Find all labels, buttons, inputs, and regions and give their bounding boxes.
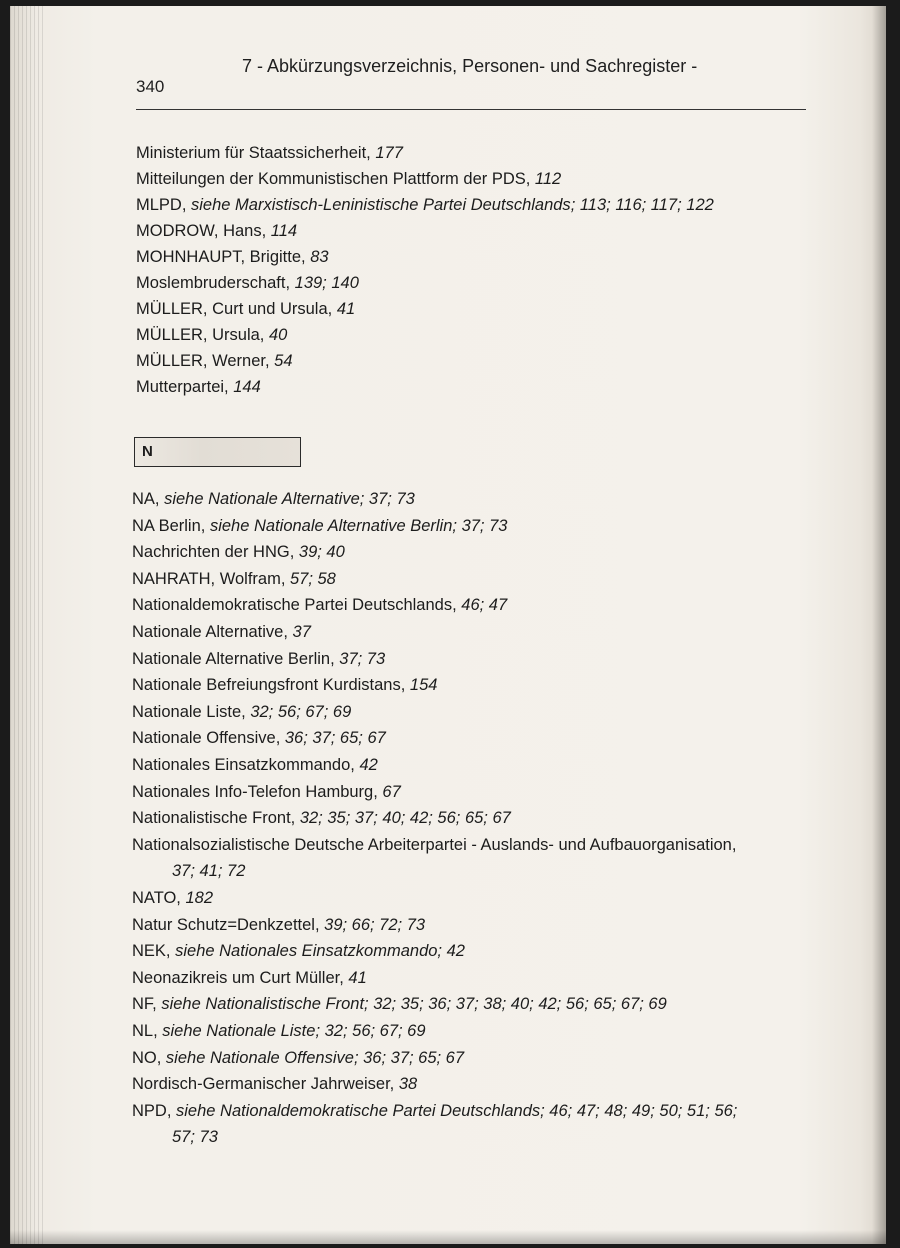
index-entry [132,489,415,509]
index-entry [136,247,329,267]
index-entry [172,861,245,881]
index-entry [132,622,311,642]
index-entry-pages: 182 [185,889,214,907]
index-entry-pages: 139; 140 [294,274,359,292]
index-entry [132,994,667,1014]
index-entry-pages: 38 [398,1075,418,1094]
index-entry-term: NEK, [132,942,176,961]
index-entry-term: MLPD, [136,196,192,214]
index-entry [132,542,345,562]
index-entry-pages: 83 [310,248,329,266]
index-entry [136,143,403,163]
index-entry-ref: siehe Nationales Einsatzkommando [175,942,438,961]
index-entry-term: MÜLLER, Werner, [136,352,275,370]
index-entry-term: Nordisch-Germanischer Jahrweiser, [132,1075,399,1094]
index-entry-pages: 40 [268,326,288,344]
index-entry-term: NA, [132,490,165,508]
index-entry-pages: 154 [409,676,438,695]
running-head: 7 - Abkürzungsverzeichnis, Personen- und Sachregister - [242,56,698,76]
index-entry [136,325,287,345]
index-entry-term: Ministerium für Staatssicherheit, [136,144,376,162]
index-entry-pages: 114 [270,222,298,240]
index-entry [132,569,336,589]
index-entry [132,675,437,695]
index-entry [132,915,425,935]
page-shadow-bottom [10,1230,886,1244]
index-entry-term: Nationales Einsatzkommando, [132,756,360,774]
index-entry-term: NF, [132,995,162,1014]
index-entry-pages: 112 [534,170,562,188]
index-entry-ref: siehe Marxistisch-Leninistische Partei Deutschlands [191,196,571,214]
index-entry-pages: ; 36; 37; 65; 67 [353,1048,465,1067]
section-letter: N [142,443,153,460]
index-entry [132,1021,426,1041]
index-entry-term: NATO, [132,889,186,907]
index-entry-pages: ; 37; 73 [359,490,415,508]
index-entry-pages: 46; 47 [461,596,508,615]
index-entry-term: Nationales Info-Telefon Hamburg, [132,782,383,801]
index-entry-pages: 41 [336,300,356,318]
index-entry-pages: 39; 40 [298,543,345,562]
index-entry-pages: 67 [382,782,401,801]
index-entry-term: NPD, [132,1101,177,1120]
index-entry-ref: siehe Nationaldemokratische Partei Deutschlands [176,1101,541,1120]
index-entry-term: Nationale Alternative Berlin, [132,649,340,668]
index-entry-term: Nationale Befreiungsfront Kurdistans, [132,676,410,695]
index-entry-pages: 41 [348,968,367,987]
index-entry [132,702,351,722]
page-shadow-right [872,6,886,1244]
index-entry-term: Neonazikreis um Curt Müller, [132,968,349,987]
index-entry [132,782,401,802]
index-entry-term: Nationale Liste, [132,702,251,721]
index-entry-pages: 37; 73 [339,649,386,668]
index-entry [132,968,367,988]
section-letter-box [134,437,301,467]
index-entry-pages: ; 32; 35; 36; 37; 38; 40; 42; 56; 65; 67; 69 [364,995,667,1014]
index-entry [132,835,736,855]
index-entry [132,941,465,961]
index-entry-ref: siehe Nationale Alternative Berlin [209,516,453,535]
index-entry-pages: ; 32; 56; 67; 69 [315,1022,426,1040]
index-entry [172,1127,218,1147]
index-entry-ref: siehe Nationalistische Front [161,995,365,1014]
index-entry-pages: 37 [292,623,311,641]
index-entry [132,1074,417,1094]
index-entry-pages: 32; 35; 37; 40; 42; 56; 65; 67 [299,809,511,828]
index-entry-ref: siehe Nationale Liste [162,1022,316,1040]
index-entry [136,351,293,371]
index-entry [132,1101,737,1121]
index-entry [132,728,386,748]
index-entry-pages: ; 42 [437,942,465,961]
index-entry [136,299,355,319]
index-entry-term: NL, [132,1022,163,1040]
index-entry-pages: 57; 58 [289,569,336,588]
index-entry-pages: 37; 41; 72 [172,862,246,881]
index-entry-term: Natur Schutz=Denkzettel, [132,915,325,934]
index-entry-pages: ; 46; 47; 48; 49; 50; 51; 56; [540,1101,738,1120]
index-entry [132,1048,464,1068]
index-entry-term: Nationale Offensive, [132,729,285,748]
index-entry-term: NO, [132,1048,166,1067]
index-entry [132,649,385,669]
index-entry-term: MÜLLER, Ursula, [136,326,269,344]
index-entry-pages: ; 37; 73 [452,516,508,535]
index-entry [136,273,359,293]
index-entry-pages: 54 [274,352,293,370]
index-entry-pages: 57; 73 [172,1128,218,1147]
index-entry [136,221,297,241]
index-entry-term: Nationalsozialistische Deutsche Arbeiterpartei - Auslands- und Aufbauorganisation, [132,835,737,854]
index-entry-ref: siehe Nationale Offensive [165,1048,354,1067]
book-page [10,6,886,1244]
header-rule [136,109,806,110]
index-entry-pages: 177 [375,144,403,162]
index-entry [136,377,261,397]
index-entry-pages: 39; 66; 72; 73 [324,915,426,934]
index-entry-term: Nachrichten der HNG, [132,543,299,562]
index-entry-term: Nationalistische Front, [132,809,300,828]
page-edge-stack [10,6,46,1244]
index-entry-term: Nationale Alternative, [132,623,293,641]
index-entry-pages: 36; 37; 65; 67 [284,729,386,748]
index-entry-term: NAHRATH, Wolfram, [132,569,290,588]
index-entry [132,808,511,828]
index-entry-pages: 144 [233,378,261,396]
index-entry [136,169,561,189]
index-entry-pages: ; 113; 116; 117; 122 [570,196,714,214]
index-entry [132,755,378,775]
index-entry-term: Nationaldemokratische Partei Deutschlands, [132,596,462,615]
index-entry-term: MÜLLER, Curt und Ursula, [136,300,337,318]
index-entry-pages: 32; 56; 67; 69 [250,702,352,721]
index-entry-term: Mutterpartei, [136,378,234,396]
index-entry-term: Moslembruderschaft, [136,274,295,292]
page-number: 340 [136,77,165,96]
index-entry [136,195,714,215]
index-entry-ref: siehe Nationale Alternative [164,490,360,508]
index-entry [132,595,507,615]
index-entry [132,888,213,908]
index-entry-term: Mitteilungen der Kommunistischen Plattform der PDS, [136,170,535,188]
index-entry-term: MODROW, Hans, [136,222,271,240]
index-entry [132,516,507,536]
index-entry-pages: 42 [359,756,378,774]
index-entry-term: NA Berlin, [132,516,210,535]
index-entry-term: MOHNHAUPT, Brigitte, [136,248,311,266]
